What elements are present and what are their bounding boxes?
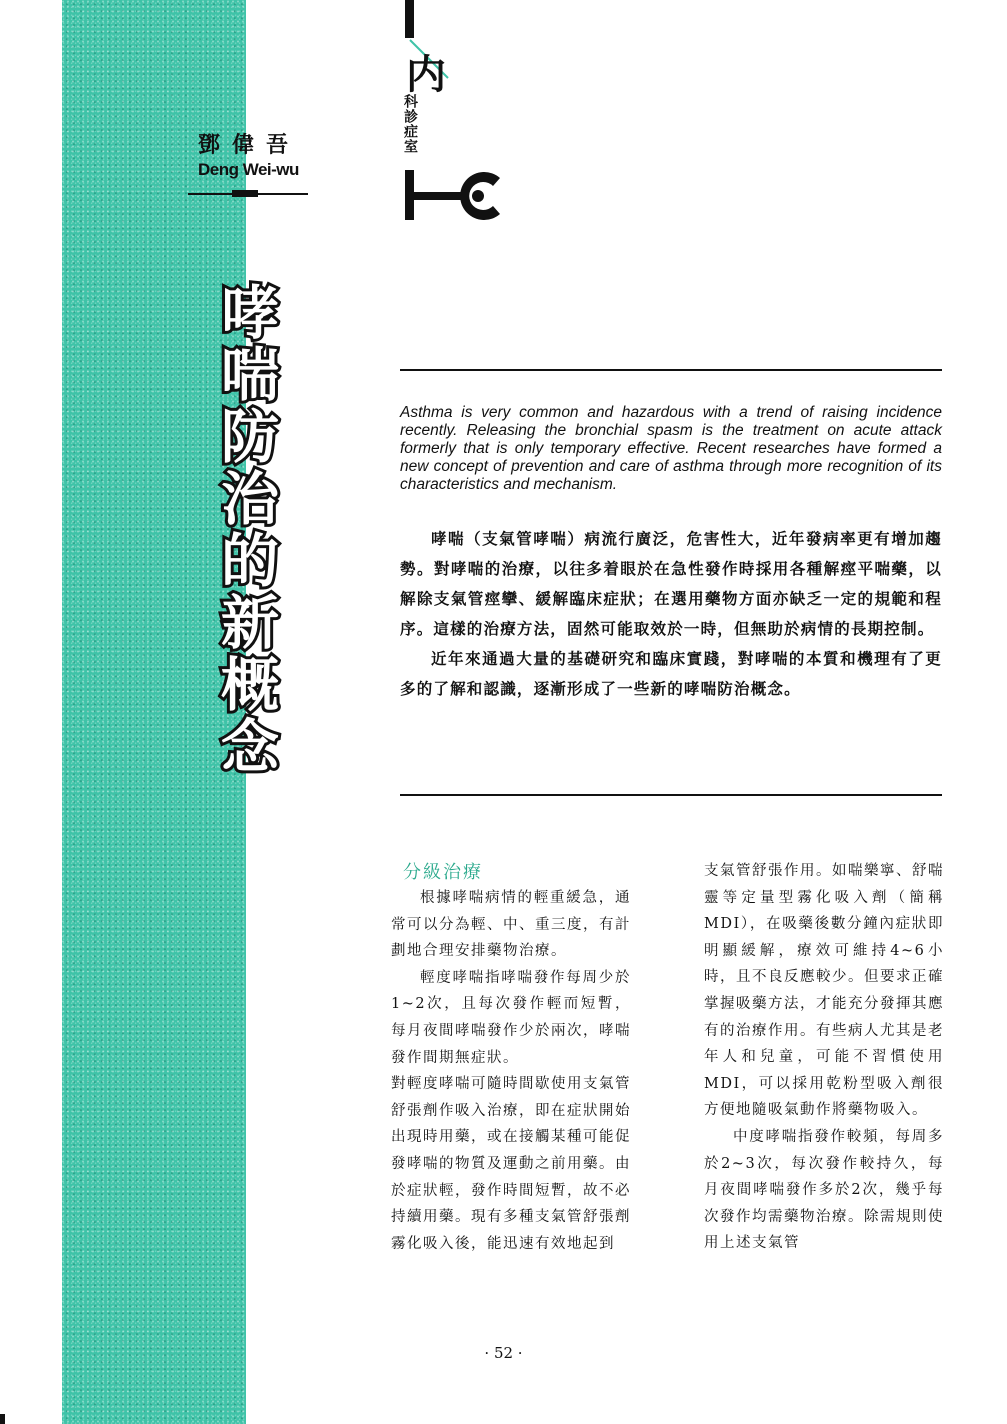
english-abstract: Asthma is very common and hazardous with a trend of raising incidence recently. Releasing the bronchial spasm is the treatment on acute attack formerly that is only temporary effective. Recent researches have formed a new concept of prevention and care of asthma through more recognition of its characteristics and mechanism.	[400, 404, 942, 493]
article-title: 哮喘防治的新概念	[211, 282, 279, 778]
margin-mark	[0, 1414, 5, 1424]
author-name-english: Deng Wei-wu	[198, 160, 299, 179]
body-paragraph: 對輕度哮喘可隨時間歇使用支氣管舒張劑作吸入治療，即在症狀開始出現時用藥，或在接觸某種可能促發哮喘的物質及運動之前用藥。由於症狀輕，發作時間短暫，故不必持續用藥。現有多種支氣管舒張劑霧化吸入後，能迅速有效地起到	[391, 1076, 631, 1252]
section-heading: 分級治療	[403, 862, 483, 883]
body-paragraph: 支氣管舒張作用。如喘樂寧、舒喘靈等定量型霧化吸入劑（簡稱MDI），在吸藥後數分鐘內症狀即明顯緩解，療效可維持4~6小時，且不良反應較少。但要求正確掌握吸藥方法，才能充分發揮其應有的治療作用。有些病人尤其是老年人和兒童，可能不習慣使用MDI，可以採用乾粉型吸入劑很方便地隨吸氣動作將藥物吸入。	[704, 863, 944, 1119]
top-rule	[400, 369, 942, 371]
author-name-chinese: 鄧偉吾	[198, 133, 301, 158]
intro-paragraph: 哮喘（支氣管哮喘）病流行廣泛，危害性大，近年發病率更有增加趨勢。對哮喘的治療，以往多着眼於在急性發作時採用各種解痙平喘藥，以解除支氣管痙攣、緩解臨床症狀；在選用藥物方面亦缺乏一定的規範和程序。這樣的治療方法，固然可能取效於一時，但無助於病情的長期控制。	[400, 530, 942, 638]
page-number: · 52 ·	[484, 1344, 523, 1362]
body-paragraph: 根據哮喘病情的輕重緩急，通常可以分為輕、中、重三度，有計劃地合理安排藥物治療。	[391, 890, 631, 960]
introduction	[400, 524, 942, 704]
author-divider-accent	[232, 190, 258, 197]
column-logo-char: 内	[406, 52, 446, 98]
body-paragraph: 中度哮喘指發作較頻，每周多於2~3次，每次發作較持久，每月夜間哮喘發作多於2次，幾乎每次發作均需藥物治療。除需規則使用上述支氣管	[704, 1128, 944, 1252]
section-rule	[400, 794, 942, 796]
body-paragraph: 輕度哮喘指哮喘發作每周少於1~2次，且每次發作輕而短暫，每月夜間哮喘發作少於兩次，哮喘發作間期無症狀。	[391, 969, 631, 1066]
column-department: 科診症室	[402, 94, 418, 154]
body-column-right	[704, 858, 944, 1257]
intro-paragraph: 近年來通過大量的基礎研究和臨床實踐，對哮喘的本質和機理有了更多的了解和認識，逐漸形成了一些新的哮喘防治概念。	[400, 650, 942, 698]
body-column-left	[391, 885, 631, 1257]
